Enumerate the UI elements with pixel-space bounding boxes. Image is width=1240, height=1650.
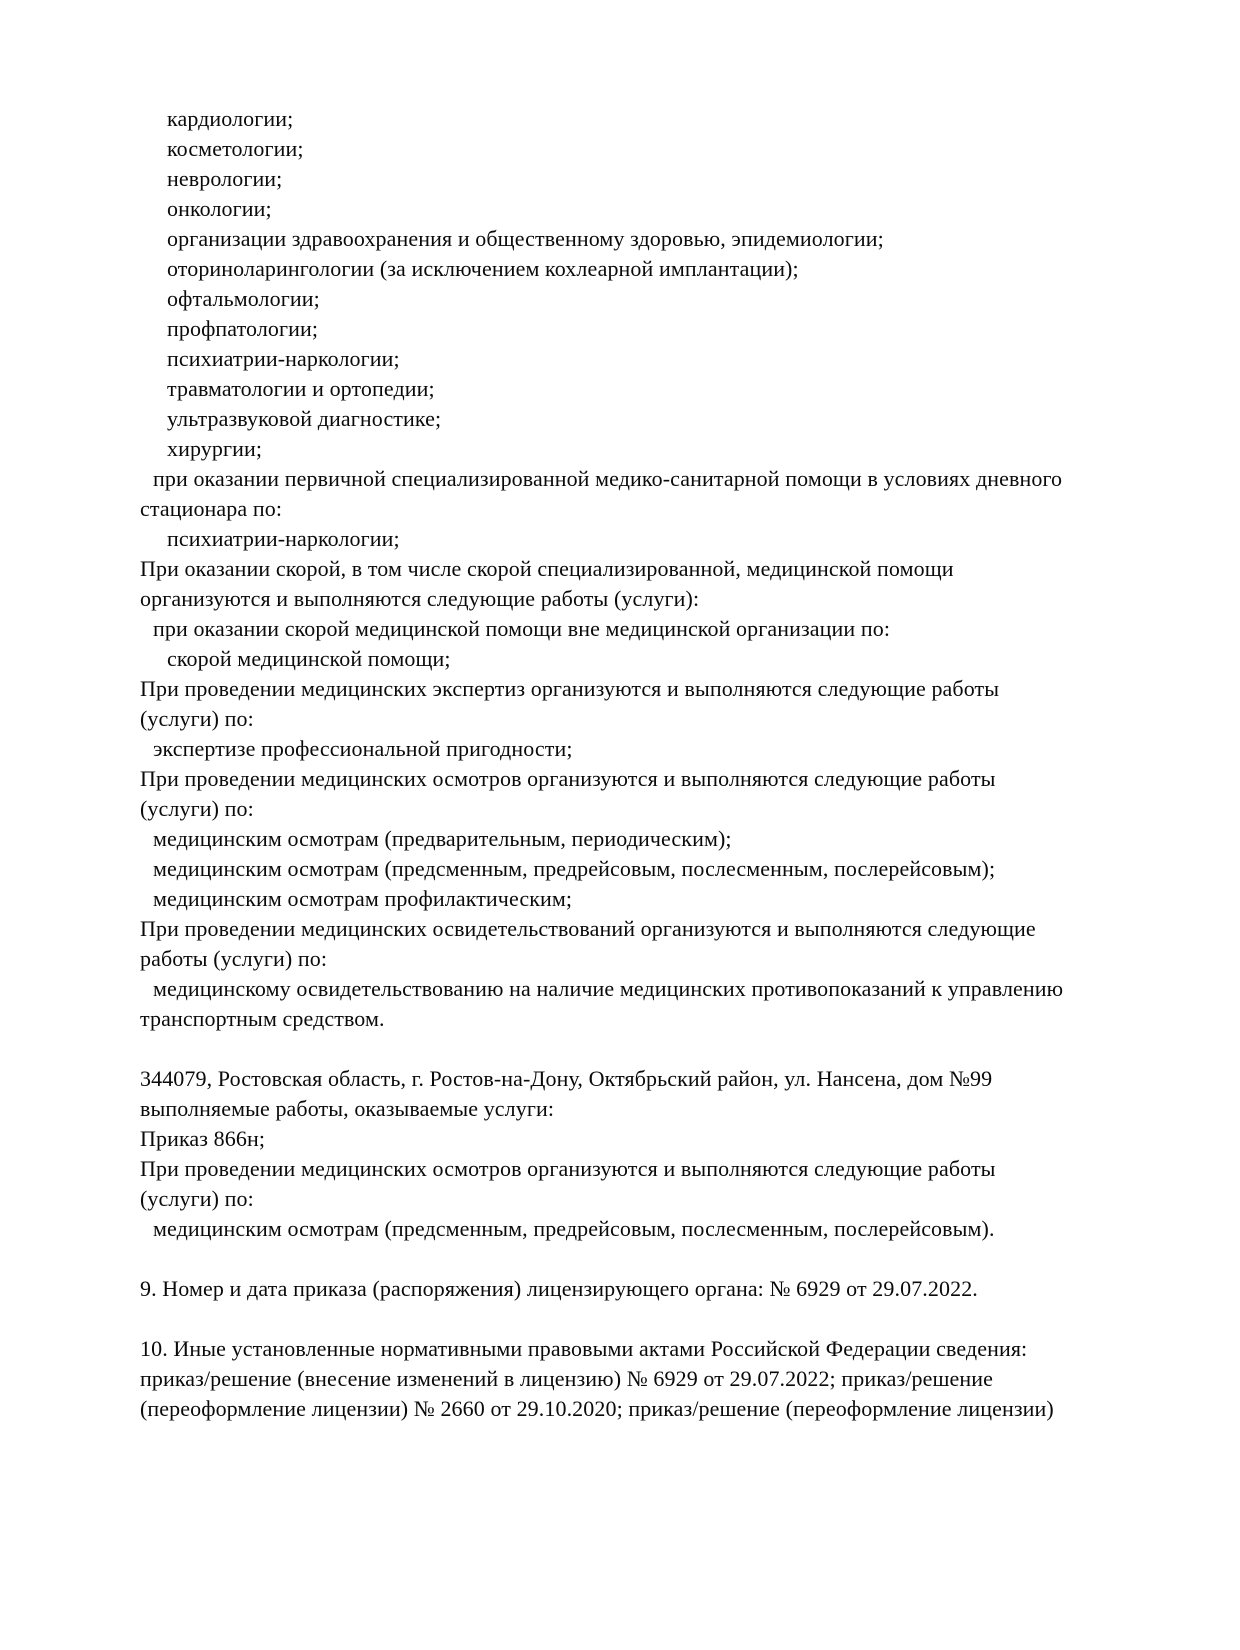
document-line: При проведении медицинских осмотров организуются и выполняются следующие работы — [140, 1156, 996, 1181]
document-line: приказ/решение (внесение изменений в лицензию) № 6929 от 29.07.2022; приказ/решение — [140, 1366, 994, 1391]
document-line: офтальмологии; — [167, 286, 320, 311]
blank-line — [140, 1244, 1110, 1274]
document-line: Приказ 866н; — [140, 1126, 266, 1151]
document-line: организации здравоохранения и общественному здоровью, эпидемиологии; — [167, 226, 884, 251]
document-line: профпатологии; — [167, 316, 319, 341]
document-line: медицинским осмотрам (предсменным, предрейсовым, послесменным, послерейсовым). — [153, 1216, 995, 1241]
document-line: травматологии и ортопедии; — [167, 376, 435, 401]
document-line: экспертизе профессиональной пригодности; — [153, 736, 573, 761]
document-line: психиатрии-наркологии; — [167, 346, 400, 371]
document-line: При оказании скорой, в том числе скорой специализированной, медицинской помощи — [140, 556, 954, 581]
document-line: скорой медицинской помощи; — [167, 646, 451, 671]
document-line: (услуги) по: — [140, 1186, 254, 1211]
document-line: психиатрии-наркологии; — [167, 526, 400, 551]
document-line: (услуги) по: — [140, 706, 254, 731]
document-line: неврологии; — [167, 166, 283, 191]
document-line: 10. Иные установленные нормативными правовыми актами Российской Федерации сведения: — [140, 1336, 1028, 1361]
document-line: медицинскому освидетельствованию на наличие медицинских противопоказаний к управлению — [153, 976, 1064, 1001]
document-text-block — [140, 104, 1110, 1424]
document-line: При проведении медицинских осмотров организуются и выполняются следующие работы — [140, 766, 996, 791]
document-line: ультразвуковой диагностике; — [167, 406, 442, 431]
document-line: 344079, Ростовская область, г. Ростов-на-Дону, Октябрьский район, ул. Нансена, дом №99 — [140, 1066, 993, 1091]
document-line: При проведении медицинских экспертиз организуются и выполняются следующие работы — [140, 676, 1000, 701]
document-line: хирургии; — [167, 436, 263, 461]
document-line: косметологии; — [167, 136, 304, 161]
document-line: транспортным средством. — [140, 1006, 385, 1031]
document-line: при оказании скорой медицинской помощи вне медицинской организации по: — [153, 616, 891, 641]
document-line: медицинским осмотрам (предсменным, предрейсовым, послесменным, послерейсовым); — [153, 856, 996, 881]
document-line: При проведении медицинских освидетельствований организуются и выполняются следующие — [140, 916, 1036, 941]
document-line: работы (услуги) по: — [140, 946, 328, 971]
document-line: стационара по: — [140, 496, 283, 521]
document-line: выполняемые работы, оказываемые услуги: — [140, 1096, 555, 1121]
document-line: кардиологии; — [167, 106, 294, 131]
blank-line — [140, 1034, 1110, 1064]
document-line: при оказании первичной специализированной медико-санитарной помощи в условиях дневного — [153, 466, 1063, 491]
document-line: медицинским осмотрам (предварительным, периодическим); — [153, 826, 732, 851]
document-line: 9. Номер и дата приказа (распоряжения) лицензирующего органа: № 6929 от 29.07.2022. — [140, 1276, 978, 1301]
blank-line — [140, 1304, 1110, 1334]
document-line: медицинским осмотрам профилактическим; — [153, 886, 573, 911]
document-line: онкологии; — [167, 196, 272, 221]
document-line: (услуги) по: — [140, 796, 254, 821]
document-line: организуются и выполняются следующие работы (услуги): — [140, 586, 700, 611]
document-line: оториноларингологии (за исключением кохлеарной имплантации); — [167, 256, 799, 281]
document-line: (переоформление лицензии) № 2660 от 29.10.2020; приказ/решение (переоформление лицензии) — [140, 1396, 1054, 1421]
